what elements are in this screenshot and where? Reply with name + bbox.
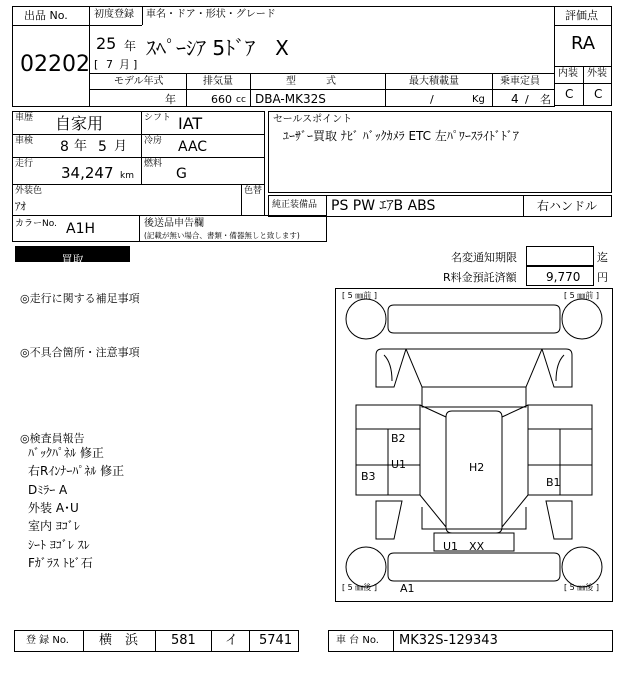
name-change-deadline-field [526,246,594,266]
rear-bumper [388,553,560,581]
color-number-value: A1H [66,221,96,237]
recycle-fee-unit: 円 [597,271,608,284]
exterior-grade-label: 外装 [587,68,607,79]
first-registration-label: 初度登録 [94,9,134,20]
hood-outline [406,349,542,387]
chassis-number: MK32S-129343 [399,633,498,648]
tire-front-right [562,299,602,339]
damage-mark-h2: H2 [469,461,485,474]
color-number-label: カラーNo. [15,219,57,229]
details-block [12,111,265,185]
inspector-item: 室内 ﾖｺﾞﾚ [28,519,80,533]
car-outline-drawing [336,289,612,601]
tire-tread-front-right: [ 5 ㎜前 ] [564,291,599,300]
lot-number: 02202 [20,52,90,77]
name-change-deadline-label: 名変通知期限 [451,251,517,264]
inspector-item: ｼｰﾄ ﾖｺﾞﾚ ｽﾚ [28,538,90,552]
model-year-unit: 年 [165,93,176,106]
registration-class: 581 [171,633,196,648]
mileage-value: 34,247 [61,164,114,182]
equipment-label: 純正装備品 [272,200,318,210]
equipment-value: PS PW ｴｱB ABS [331,198,436,214]
rear-gate [422,507,526,529]
month-bracket-open: [ [94,58,99,71]
fuel-label: 燃料 [144,159,163,169]
year-unit: 年 [124,39,137,53]
sales-point-label: セールスポイント [273,114,353,125]
tire-rear-left [346,547,386,587]
usage-label: 車歴 [15,113,34,123]
first-registration-year: 25 [96,34,117,53]
recycle-fee-value: 9,770 [546,270,581,284]
inspection-year-unit: 年 [74,139,88,154]
displacement-label: 排気量 [203,76,233,87]
model-year-label: モデル年式 [114,76,164,87]
displacement-unit: cc [236,95,246,105]
ac-value: AAC [178,139,208,155]
max-load-label: 最大積載量 [409,76,459,87]
shift-value: IAT [178,114,203,133]
fuel-value: G [176,166,187,182]
inspector-item: 外装 A･U [28,501,79,515]
car-name-label: 車名・ドア・形状・グレード [146,9,276,20]
lot-number-label: 出品 No. [24,9,68,22]
purchase-type-bar [15,246,130,266]
usage-value: 自家用 [55,114,104,133]
chassis-label: 車 台 No. [336,635,379,646]
front-bumper [388,305,560,333]
grade-label: 評価点 [565,9,598,22]
purchase-type-label: 買取 [61,253,84,266]
registration-kana: イ [225,633,239,648]
defects-title: ◎不具合箇所・注意事項 [20,346,140,359]
interior-grade: C [565,87,574,101]
ac-label: 冷房 [144,136,163,146]
model-code: DBA-MK32S [255,92,326,106]
tire-rear-right [562,547,602,587]
month-unit: 月 [119,58,130,71]
registration-number: 5741 [259,633,293,648]
exterior-color-value: ｱｵ [15,200,26,213]
max-load-slash: / [430,93,434,106]
interior-grade-label: 内装 [558,68,578,79]
registration-area: 横 浜 [99,633,139,648]
damage-mark-rear: U1 XX [443,540,485,553]
first-registration-month: 7 [106,58,113,71]
exterior-color-block [12,184,265,216]
inspection-year: 8 [60,139,69,155]
sales-point-value: ﾕｰｻﾞｰ買取 ﾅﾋﾞ ﾊﾞｯｸｶﾒﾗ ETC 左ﾊﾟﾜｰｽﾗｲﾄﾞﾄﾞｱ [283,129,519,143]
inspector-item: Fｶﾞﾗｽ ﾄﾋﾞ石 [28,556,93,570]
model-code-label: 型 式 [286,76,336,87]
exterior-color-label: 外装色 [15,186,43,196]
steering-side: 右ハンドル [537,199,598,213]
inspector-report-title: ◎検査員報告 [20,432,85,445]
name-change-deadline-unit: 迄 [597,251,608,264]
mileage-label: 走行 [15,159,34,169]
capacity-label: 乗車定員 [500,76,540,87]
mileage-unit: km [120,171,134,181]
month-bracket-close: ] [133,58,138,71]
damage-mark-b2: B2 [391,432,406,445]
color-change-label: 色替 [244,186,263,196]
recycle-fee-label: R料金預託済額 [443,271,517,284]
exterior-grade: C [594,87,603,101]
damage-mark-b1: B1 [546,476,561,489]
overall-grade: RA [571,33,596,54]
capacity-unit: 名 [540,93,551,106]
inspector-item: ﾊﾞｯｸﾊﾟﾈﾙ 修正 [28,446,104,460]
damage-mark-b3: B3 [361,470,376,483]
tire-tread-rear-right: [ 5 ㎜後 ] [564,583,599,592]
max-load-unit: Kg [472,94,485,105]
inspector-item: Dﾐﾗｰ A [28,483,68,497]
inspection-month: 5 [98,139,107,155]
registration-label: 登 録 No. [26,635,69,646]
shift-label: シフト [144,113,172,123]
car-name: ｽﾍﾟｰｼｱ 5ﾄﾞｱ X [146,36,289,60]
aftermarket-label: 後送品申告欄 [144,218,204,229]
displacement-value: 660 [211,93,232,106]
damage-mark-a1: A1 [400,582,415,595]
tire-tread-front-left: [ 5 ㎜前 ] [342,291,377,300]
damage-diagram [335,288,613,602]
aftermarket-note: (記載が無い場合、書類・備器無しと致します) [144,231,300,240]
capacity-value: 4 [511,92,519,106]
inspection-label: 車検 [15,136,34,146]
inspector-item: 右Rｲﾝﾅｰﾊﾟﾈﾙ 修正 [28,464,125,478]
tire-tread-rear-left: [ 5 ㎜後 ] [342,583,377,592]
inspection-month-unit: 月 [114,139,128,154]
supplement-title: ◎走行に関する補足事項 [20,292,140,305]
capacity-slash: / [525,93,529,106]
tire-front-left [346,299,386,339]
damage-mark-u1-left: U1 [391,458,407,471]
